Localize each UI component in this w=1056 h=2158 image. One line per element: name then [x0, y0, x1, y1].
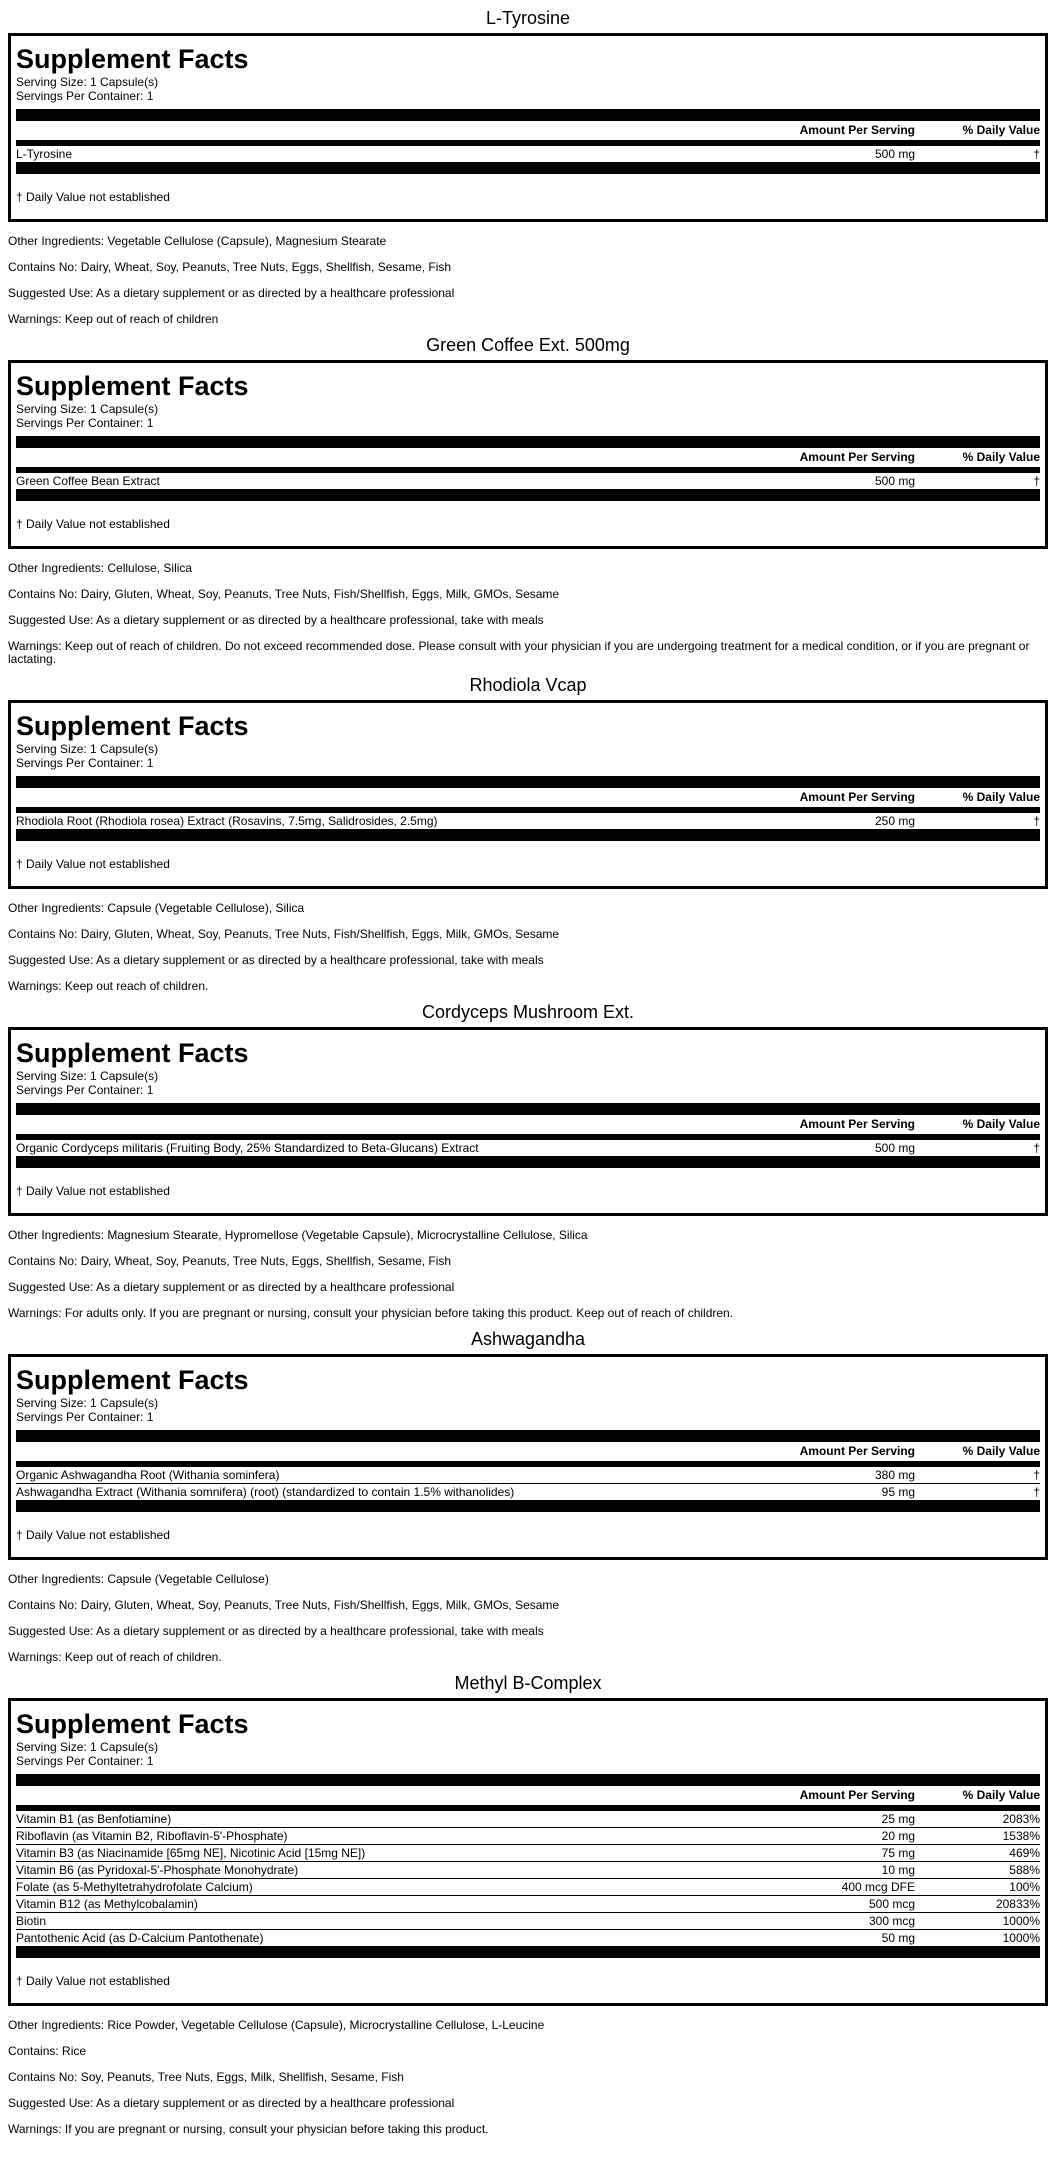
divider-thick	[16, 1430, 1040, 1442]
column-header-name	[16, 1788, 715, 1803]
serving-size: Serving Size: 1 Capsule(s)	[16, 742, 159, 756]
other-ingredients: Other Ingredients: Capsule (Vegetable Cellulose), Silica	[8, 901, 305, 915]
servings-per-container: Servings Per Container: 1	[16, 1754, 154, 1768]
contains-no: Contains No: Dairy, Gluten, Wheat, Soy, Peanuts, Tree Nuts, Fish/Shellfish, Eggs, Milk, GMOs, Sesame	[8, 1598, 560, 1612]
warnings: Warnings: Keep out reach of children.	[8, 979, 209, 993]
ingredient-name: L-Tyrosine	[16, 147, 73, 161]
product-title: Ashwagandha	[470, 1329, 586, 1349]
column-header-name	[16, 123, 715, 138]
product-title: Methyl B-Complex	[454, 1673, 602, 1693]
ingredient-amount: 500 mg	[874, 1141, 915, 1155]
column-header-name	[16, 1117, 715, 1132]
other-ingredients: Other Ingredients: Capsule (Vegetable Cellulose)	[8, 1572, 269, 1586]
ingredient-row	[16, 1929, 1040, 1946]
column-header-row	[16, 1788, 1040, 1803]
ingredient-name: Pantothenic Acid (as D-Calcium Pantothenate)	[16, 1931, 264, 1945]
ingredient-amount: 500 mg	[874, 474, 915, 488]
ingredient-daily-value: 469%	[1009, 1846, 1040, 1860]
daily-value-footnote: † Daily Value not established	[16, 1528, 170, 1542]
divider-thick	[16, 829, 1040, 841]
daily-value-header: % Daily Value	[962, 1788, 1040, 1802]
divider-thick	[16, 162, 1040, 174]
other-ingredients: Other Ingredients: Vegetable Cellulose (Capsule), Magnesium Stearate	[8, 234, 387, 248]
divider-thick	[16, 1103, 1040, 1115]
amount-per-serving-header: Amount Per Serving	[799, 123, 915, 137]
daily-value-footnote: † Daily Value not established	[16, 517, 170, 531]
facts-heading: Supplement Facts	[16, 1038, 249, 1068]
suggested-use: Suggested Use: As a dietary supplement or as directed by a healthcare professional, take with meals	[8, 613, 544, 627]
daily-value-header: % Daily Value	[962, 1444, 1040, 1458]
ingredient-amount: 500 mcg	[868, 1897, 915, 1911]
warnings: Warnings: Keep out of reach of children.	[8, 1650, 222, 1664]
product-section	[8, 1328, 1048, 1664]
ingredient-daily-value: †	[1033, 147, 1040, 161]
warnings: Warnings: Keep out of reach of children	[8, 312, 219, 326]
amount-per-serving-header: Amount Per Serving	[799, 1788, 915, 1802]
ingredient-row	[16, 1140, 1040, 1156]
daily-value-header: % Daily Value	[962, 450, 1040, 464]
ingredient-name: Vitamin B6 (as Pyridoxal-5'-Phosphate Monohydrate)	[16, 1863, 299, 1877]
contains: Contains: Rice	[8, 2044, 87, 2058]
ingredient-row	[16, 1844, 1040, 1861]
ingredient-name: Ashwagandha Extract (Withania somnifera) (root) (standardized to contain 1.5% withanolides)	[16, 1485, 515, 1499]
amount-per-serving-header: Amount Per Serving	[799, 790, 915, 804]
ingredient-list	[16, 146, 1040, 162]
serving-size: Serving Size: 1 Capsule(s)	[16, 1069, 159, 1083]
warnings: Warnings: Keep out of reach of children. Do not exceed recommended dose. Please consult with your physician if you are undergoing treatment for a medical condition, or if you are pregnant or lactating.	[8, 639, 1030, 666]
supplement-facts-panel	[8, 1354, 1048, 1560]
ingredient-row	[16, 1467, 1040, 1483]
divider-thick	[16, 776, 1040, 788]
contains-no: Contains No: Soy, Peanuts, Tree Nuts, Eggs, Milk, Shellfish, Sesame, Fish	[8, 2070, 404, 2084]
column-header-row	[16, 123, 1040, 138]
ingredient-row	[16, 1811, 1040, 1827]
ingredient-daily-value: 1000%	[1002, 1914, 1040, 1928]
supplement-facts-panel	[8, 700, 1048, 889]
ingredient-daily-value: 588%	[1009, 1863, 1040, 1877]
amount-per-serving-header: Amount Per Serving	[799, 1117, 915, 1131]
ingredient-amount: 75 mg	[881, 1846, 915, 1860]
suggested-use: Suggested Use: As a dietary supplement or as directed by a healthcare professional, take with meals	[8, 953, 544, 967]
ingredient-name: Vitamin B12 (as Methylcobalamin)	[16, 1897, 198, 1911]
ingredient-daily-value: †	[1033, 1468, 1040, 1482]
ingredient-row	[16, 473, 1040, 489]
ingredient-list	[16, 1811, 1040, 1946]
facts-heading: Supplement Facts	[16, 44, 249, 74]
servings-per-container: Servings Per Container: 1	[16, 1083, 154, 1097]
serving-size: Serving Size: 1 Capsule(s)	[16, 402, 159, 416]
ingredient-name: Green Coffee Bean Extract	[16, 474, 160, 488]
warnings: Warnings: If you are pregnant or nursing, consult your physician before taking this product.	[8, 2122, 489, 2136]
ingredient-amount: 10 mg	[881, 1863, 915, 1877]
ingredient-amount: 25 mg	[881, 1812, 915, 1826]
product-section	[8, 7, 1048, 326]
supplement-facts-panel	[8, 360, 1048, 549]
column-header-name	[16, 1444, 715, 1459]
ingredient-name: Biotin	[16, 1914, 47, 1928]
ingredient-name: Vitamin B1 (as Benfotiamine)	[16, 1812, 172, 1826]
ingredient-daily-value: 20833%	[995, 1897, 1040, 1911]
daily-value-header: % Daily Value	[962, 1117, 1040, 1131]
ingredient-amount: 400 mcg DFE	[841, 1880, 915, 1894]
daily-value-footnote: † Daily Value not established	[16, 190, 170, 204]
ingredient-amount: 50 mg	[881, 1931, 915, 1945]
supplement-facts-panel	[8, 33, 1048, 222]
contains-no: Contains No: Dairy, Wheat, Soy, Peanuts, Tree Nuts, Eggs, Shellfish, Sesame, Fish	[8, 1254, 452, 1268]
product-section	[8, 1001, 1048, 1320]
amount-per-serving-header: Amount Per Serving	[799, 450, 915, 464]
ingredient-amount: 95 mg	[881, 1485, 915, 1499]
facts-heading: Supplement Facts	[16, 711, 249, 741]
column-header-row	[16, 790, 1040, 805]
divider-thick	[16, 489, 1040, 501]
ingredient-row	[16, 1878, 1040, 1895]
product-section	[8, 1672, 1048, 2136]
ingredient-name: Folate (as 5-Methyltetrahydrofolate Calcium)	[16, 1880, 253, 1894]
ingredient-daily-value: †	[1033, 814, 1040, 828]
contains-no: Contains No: Dairy, Gluten, Wheat, Soy, Peanuts, Tree Nuts, Fish/Shellfish, Eggs, Milk, GMOs, Sesame	[8, 587, 560, 601]
ingredient-daily-value: 1000%	[1002, 1931, 1040, 1945]
serving-size: Serving Size: 1 Capsule(s)	[16, 1740, 159, 1754]
divider-thick	[16, 1946, 1040, 1958]
divider-thick	[16, 109, 1040, 121]
warnings: Warnings: For adults only. If you are pregnant or nursing, consult your physician before taking this product. Keep out of reach of children.	[8, 1306, 734, 1320]
ingredient-list	[16, 813, 1040, 829]
facts-heading: Supplement Facts	[16, 1365, 249, 1395]
other-ingredients: Other Ingredients: Cellulose, Silica	[8, 561, 193, 575]
ingredient-daily-value: †	[1033, 474, 1040, 488]
daily-value-footnote: † Daily Value not established	[16, 1974, 170, 1988]
servings-per-container: Servings Per Container: 1	[16, 416, 154, 430]
suggested-use: Suggested Use: As a dietary supplement or as directed by a healthcare professional, take with meals	[8, 1624, 544, 1638]
servings-per-container: Servings Per Container: 1	[16, 89, 154, 103]
divider-thick	[16, 1500, 1040, 1512]
ingredient-amount: 250 mg	[874, 814, 915, 828]
ingredient-amount: 300 mcg	[868, 1914, 915, 1928]
divider-thick	[16, 1774, 1040, 1786]
facts-heading: Supplement Facts	[16, 371, 249, 401]
amount-per-serving-header: Amount Per Serving	[799, 1444, 915, 1458]
ingredient-name: Riboflavin (as Vitamin B2, Riboflavin-5'-Phosphate)	[16, 1829, 288, 1843]
column-header-name	[16, 450, 715, 465]
serving-size: Serving Size: 1 Capsule(s)	[16, 75, 159, 89]
divider-thick	[16, 436, 1040, 448]
suggested-use: Suggested Use: As a dietary supplement or as directed by a healthcare professional	[8, 1280, 455, 1294]
servings-per-container: Servings Per Container: 1	[16, 1410, 154, 1424]
daily-value-header: % Daily Value	[962, 790, 1040, 804]
other-ingredients: Other Ingredients: Magnesium Stearate, Hypromellose (Vegetable Capsule), Microcrystalline Cellulose, Silica	[8, 1228, 588, 1242]
ingredient-row	[16, 1483, 1040, 1500]
suggested-use: Suggested Use: As a dietary supplement or as directed by a healthcare professional	[8, 2096, 455, 2110]
supplement-facts-panel	[8, 1698, 1048, 2006]
ingredient-daily-value: †	[1033, 1141, 1040, 1155]
ingredient-name: Organic Cordyceps militaris (Fruiting Body, 25% Standardized to Beta-Glucans) Extract	[16, 1141, 479, 1155]
product-section	[8, 674, 1048, 993]
contains-no: Contains No: Dairy, Wheat, Soy, Peanuts, Tree Nuts, Eggs, Shellfish, Sesame, Fish	[8, 260, 452, 274]
ingredient-row	[16, 1861, 1040, 1878]
ingredient-row	[16, 146, 1040, 162]
ingredient-row	[16, 1827, 1040, 1844]
ingredient-amount: 20 mg	[881, 1829, 915, 1843]
product-title: Cordyceps Mushroom Ext.	[421, 1002, 635, 1022]
suggested-use: Suggested Use: As a dietary supplement or as directed by a healthcare professional	[8, 286, 455, 300]
daily-value-footnote: † Daily Value not established	[16, 1184, 170, 1198]
supplement-facts-panel	[8, 1027, 1048, 1216]
ingredient-daily-value: †	[1033, 1485, 1040, 1499]
divider-thick	[16, 1156, 1040, 1168]
column-header-row	[16, 450, 1040, 465]
serving-size: Serving Size: 1 Capsule(s)	[16, 1396, 159, 1410]
ingredient-row	[16, 1895, 1040, 1912]
contains-no: Contains No: Dairy, Gluten, Wheat, Soy, Peanuts, Tree Nuts, Fish/Shellfish, Eggs, Milk, GMOs, Sesame	[8, 927, 560, 941]
ingredient-daily-value: 1538%	[1002, 1829, 1040, 1843]
column-header-row	[16, 1117, 1040, 1132]
facts-heading: Supplement Facts	[16, 1709, 249, 1739]
daily-value-header: % Daily Value	[962, 123, 1040, 137]
ingredient-name: Rhodiola Root (Rhodiola rosea) Extract (Rosavins, 7.5mg, Salidrosides, 2.5mg)	[16, 814, 438, 828]
product-title: L-Tyrosine	[485, 8, 571, 28]
daily-value-footnote: † Daily Value not established	[16, 857, 170, 871]
product-list	[0, 7, 1056, 2136]
column-header-name	[16, 790, 715, 805]
ingredient-amount: 500 mg	[874, 147, 915, 161]
ingredient-list	[16, 1140, 1040, 1156]
column-header-row	[16, 1444, 1040, 1459]
product-title: Rhodiola Vcap	[469, 675, 587, 695]
ingredient-daily-value: 2083%	[1002, 1812, 1040, 1826]
ingredient-name: Vitamin B3 (as Niacinamide [65mg NE], Nicotinic Acid [15mg NE])	[16, 1846, 366, 1860]
servings-per-container: Servings Per Container: 1	[16, 756, 154, 770]
ingredient-row	[16, 813, 1040, 829]
product-title: Green Coffee Ext. 500mg	[426, 335, 630, 355]
ingredient-daily-value: 100%	[1009, 1880, 1040, 1894]
ingredient-row	[16, 1912, 1040, 1929]
ingredient-list	[16, 1467, 1040, 1500]
ingredient-list	[16, 473, 1040, 489]
other-ingredients: Other Ingredients: Rice Powder, Vegetable Cellulose (Capsule), Microcrystalline Cellulose, L-Leucine	[8, 2018, 545, 2032]
product-section	[8, 334, 1048, 666]
ingredient-amount: 380 mg	[874, 1468, 915, 1482]
ingredient-name: Organic Ashwagandha Root (Withania sominfera)	[16, 1468, 280, 1482]
